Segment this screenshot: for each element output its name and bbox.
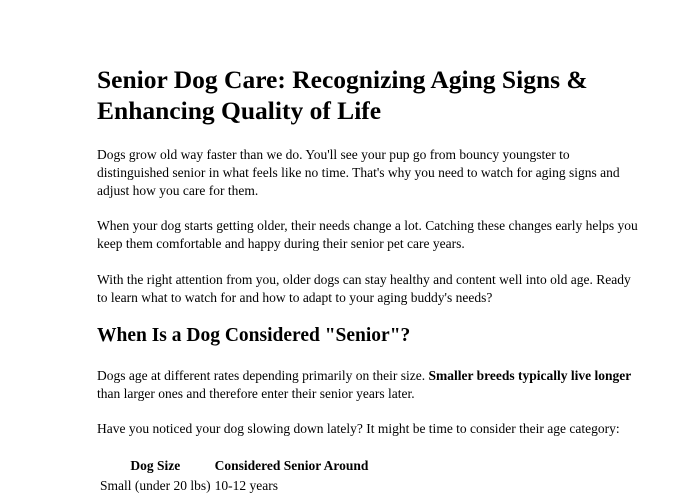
intro-paragraph: With the right attention from you, older dogs can stay healthy and content well into old age. Ready to learn what to watch for and how to adapt to your aging buddy's needs?	[97, 272, 631, 305]
size-paragraph-tail: than larger ones and therefore enter their senior years later.	[97, 386, 415, 401]
senior-age-table	[97, 455, 371, 497]
column-header-senior-age: Considered Senior Around	[214, 458, 369, 473]
table-row	[99, 477, 369, 495]
size-paragraph-lead: Dogs age at different rates depending primarily on their size.	[97, 368, 429, 383]
article	[97, 64, 642, 497]
table-cell-dog-size: Small (under 20 lbs)	[100, 478, 211, 493]
article-title: Senior Dog Care: Recognizing Aging Signs & Enhancing Quality of Life	[97, 65, 588, 125]
intro-paragraph: When your dog starts getting older, their needs change a lot. Catching these changes early helps you keep them comfortable and happy during their senior pet care years.	[97, 218, 638, 251]
table-cell-senior-age: 10-12 years	[214, 478, 278, 493]
age-category-paragraph: Have you noticed your dog slowing down lately? It might be time to consider their age category:	[97, 421, 620, 436]
size-paragraph-highlight: Smaller breeds typically live longer	[428, 368, 632, 383]
intro-paragraph: Dogs grow old way faster than we do. You'll see your pup go from bouncy youngster to distinguished senior in what feels like no time. That's why you need to watch for aging signs and adjust how you care for them.	[97, 147, 620, 198]
size-paragraph	[97, 367, 642, 403]
column-header-dog-size: Dog Size	[130, 458, 181, 473]
section-heading: When Is a Dog Considered "Senior"?	[97, 325, 411, 346]
table-header-row	[99, 457, 369, 475]
